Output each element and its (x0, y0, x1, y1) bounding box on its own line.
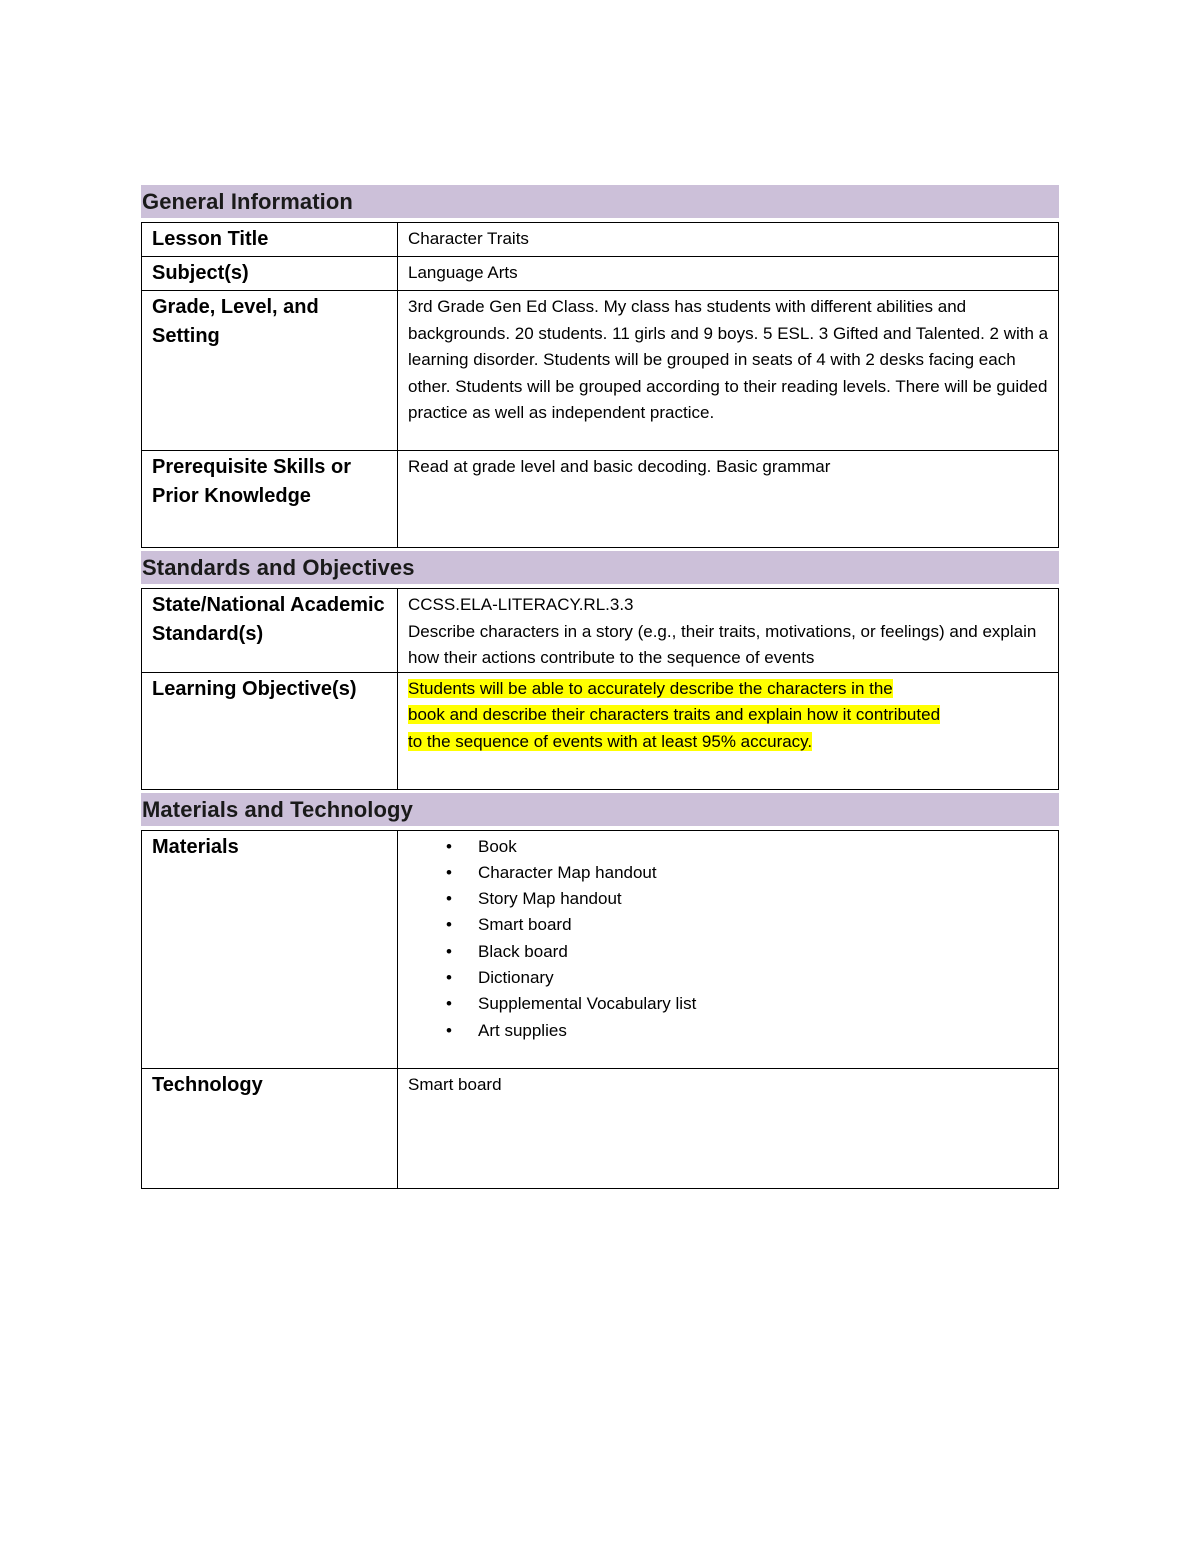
grade-level-setting-value: 3rd Grade Gen Ed Class. My class has students with different abilities and backgrounds. 20 students. 11 girls and 9 boys. 5 ESL. 3 Gifted and Talented. 2 with a learning disorder. Students will be grouped in seats of 4 with 2 desks facing each other. Students will be grouped according to their reading levels. There will be guided practice as well as independent practice. (398, 291, 1059, 451)
lesson-plan-document (141, 185, 1059, 1189)
standard-code: CCSS.ELA-LITERACY.RL.3.3 (408, 595, 634, 614)
bullet-icon: • (446, 862, 452, 882)
general-information-table (141, 222, 1059, 548)
bullet-icon: • (446, 967, 452, 987)
section-header-materials: Materials and Technology (141, 793, 1059, 826)
technology-label: Technology (142, 1068, 398, 1188)
list-item: • Smart board (446, 912, 1050, 938)
prerequisite-skills-label: Prerequisite Skills or Prior Knowledge (142, 451, 398, 548)
table-row (142, 223, 1059, 257)
table-row (142, 291, 1059, 451)
materials-value (398, 830, 1059, 1068)
table-row (142, 830, 1059, 1068)
lesson-title-label: Lesson Title (142, 223, 398, 257)
learning-objective-label: Learning Objective(s) (142, 672, 398, 789)
bullet-icon: • (446, 915, 452, 935)
table-row (142, 672, 1059, 789)
bullet-icon: • (446, 994, 452, 1014)
academic-standard-label: State/National Academic Standard(s) (142, 589, 398, 673)
technology-value: Smart board (398, 1068, 1059, 1188)
list-item: • Story Map handout (446, 886, 1050, 912)
table-row (142, 589, 1059, 673)
standard-description: Describe characters in a story (e.g., their traits, motivations, or feelings) and explain how their actions contribute to the sequence of events (408, 621, 1037, 667)
list-item: • Book (446, 834, 1050, 860)
bullet-icon: • (446, 1020, 452, 1040)
materials-list (408, 834, 1050, 1044)
section-header-general: General Information (141, 185, 1059, 218)
academic-standard-value (398, 589, 1059, 673)
section-header-standards: Standards and Objectives (141, 551, 1059, 584)
lesson-title-value: Character Traits (398, 223, 1059, 257)
objective-highlight-line-1: Students will be able to accurately describe the characters in the (408, 678, 893, 698)
table-row (142, 257, 1059, 291)
subjects-label: Subject(s) (142, 257, 398, 291)
objective-highlight-line-2: book and describe their characters traits and explain how it contributed (408, 705, 941, 724)
list-item: • Black board (446, 939, 1050, 965)
list-item: • Character Map handout (446, 860, 1050, 886)
list-item: • Dictionary (446, 965, 1050, 991)
learning-objective-value (398, 672, 1059, 789)
table-row (142, 451, 1059, 548)
subjects-value: Language Arts (398, 257, 1059, 291)
bullet-icon: • (446, 941, 452, 961)
materials-label: Materials (142, 830, 398, 1068)
bullet-icon: • (446, 889, 452, 909)
standards-objectives-table (141, 588, 1059, 790)
materials-technology-table (141, 830, 1059, 1189)
table-row (142, 1068, 1059, 1188)
grade-level-setting-label: Grade, Level, and Setting (142, 291, 398, 451)
objective-highlight-line-3: to the sequence of events with at least 95% accuracy. (408, 731, 813, 751)
list-item: • Art supplies (446, 1018, 1050, 1044)
prerequisite-skills-value: Read at grade level and basic decoding. Basic grammar (398, 451, 1059, 548)
list-item: • Supplemental Vocabulary list (446, 991, 1050, 1017)
bullet-icon: • (446, 836, 452, 856)
